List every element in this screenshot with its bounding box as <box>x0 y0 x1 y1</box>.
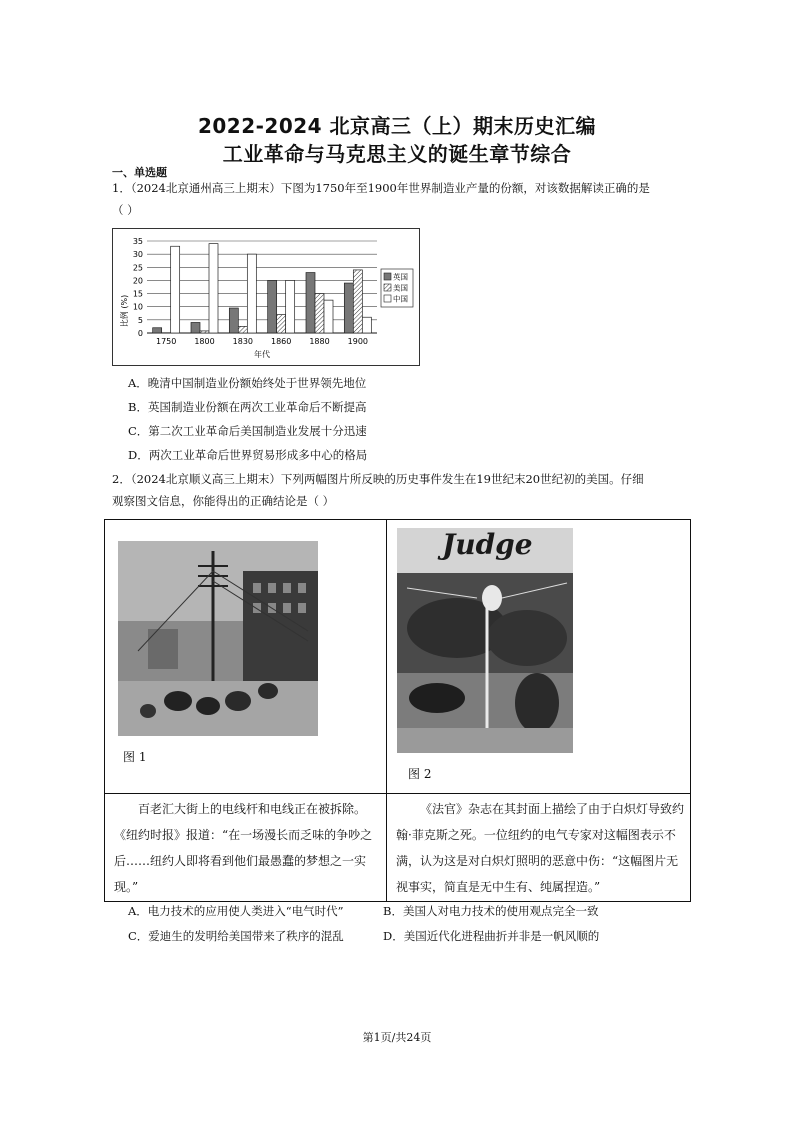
chart-bar-中国-1880 <box>324 300 333 333</box>
chart-bar-英国-1750 <box>153 328 162 333</box>
section-heading: 一、单选题 <box>112 166 167 179</box>
q1-option-d[interactable]: D．两次工业革命后世界贸易形成多中心的格局 <box>128 448 368 462</box>
q1-stem-line1: 1．（2024北京通州高三上期末）下图为1750年至1900年世界制造业产量的份额，对该数据解读正确的是 <box>112 181 650 195</box>
fig1-label: 图 1 <box>123 750 147 764</box>
q1-stem <box>112 177 687 221</box>
q2-option-b[interactable]: B．美国人对电力技术的使用观点完全一致 <box>383 904 599 918</box>
q2-stem-line1: 2．（2024北京顺义高三上期末）下列两幅图片所反映的历史事件发生在19世纪末20世纪初的美国。仔细 <box>112 472 644 486</box>
q1-bar-chart <box>113 229 419 365</box>
fig2-label: 图 2 <box>408 767 432 781</box>
fig1-street-illustration <box>118 541 318 736</box>
chart-legend-swatch-英国 <box>384 273 391 280</box>
doc-title-line2: 工业革命与马克思主义的诞生章节综合 <box>222 142 572 166</box>
q2-table-divider <box>386 519 387 902</box>
chart-y-tick-label: 5 <box>137 315 143 325</box>
chart-bar-中国-1800 <box>209 244 218 333</box>
chart-x-tick-label: 1880 <box>309 337 330 346</box>
q1-option-a[interactable]: A．晚清中国制造业份额始终处于世界领先地位 <box>128 376 367 390</box>
chart-bar-美国-1880 <box>315 294 324 333</box>
chart-bar-英国-1800 <box>191 322 200 333</box>
chart-legend-swatch-中国 <box>384 295 391 302</box>
chart-y-axis-label: 比例 (%) <box>120 294 129 328</box>
chart-bar-美国-1860 <box>277 315 286 333</box>
chart-bar-中国-1900 <box>362 317 371 333</box>
chart-bar-英国-1880 <box>306 273 315 333</box>
chart-bar-美国-1900 <box>353 270 362 333</box>
chart-y-tick-label: 35 <box>132 237 143 246</box>
q2-stem <box>112 468 702 512</box>
chart-x-axis-label: 年代 <box>254 350 270 359</box>
chart-bar-美国-1830 <box>238 326 247 333</box>
q2-stem-line2: 观察图文信息，你能得出的正确结论是（ ） <box>112 494 335 508</box>
chart-bar-美国-1800 <box>200 331 209 333</box>
chart-bar-中国-1860 <box>286 280 295 333</box>
q2-cell2-text <box>396 796 686 900</box>
fig2-judge-cover <box>397 528 573 753</box>
chart-bar-中国-1830 <box>247 254 256 333</box>
q2-cell1-line4: 现。” <box>114 880 139 894</box>
q2-table-row-divider <box>104 793 691 794</box>
chart-legend-label-英国: 英国 <box>393 272 408 282</box>
chart-x-tick-label: 1750 <box>155 337 177 346</box>
chart-x-tick-label: 1900 <box>347 337 369 346</box>
q1-option-b[interactable]: B．英国制造业份额在两次工业革命后不断提高 <box>128 400 367 414</box>
q2-cell1-line1: 百老汇大街上的电线杆和电线正在被拆除。 <box>138 802 367 816</box>
page-footer: 第1页/共24页 <box>362 1031 432 1044</box>
chart-bar-英国-1830 <box>229 308 238 333</box>
chart-y-tick-label: 25 <box>132 263 143 273</box>
chart-x-tick-label: 1860 <box>270 337 292 346</box>
q2-cell2-line3: 满，认为这是对白炽灯照明的恶意中伤：“这幅图片无 <box>396 854 679 868</box>
q2-cell1-line3: 后……纽约人即将看到他们最愚蠢的梦想之一实 <box>114 854 367 868</box>
q2-cell1-line2: 《纽约时报》报道：“在一场漫长而乏味的争吵之 <box>114 828 373 842</box>
q2-cell2-line1: 《法官》杂志在其封面上描绘了由于白炽灯导致约 <box>420 802 685 816</box>
chart-x-tick-label: 1800 <box>194 337 215 346</box>
chart-y-tick-label: 15 <box>132 289 143 299</box>
q2-option-a[interactable]: A．电力技术的应用使人类进入“电气时代” <box>128 904 344 918</box>
chart-bar-中国-1750 <box>171 246 180 333</box>
q2-cell2-line2: 翰·菲克斯之死。一位纽约的电气专家对这幅图表示不 <box>396 828 676 842</box>
q2-option-d[interactable]: D．美国近代化进程曲折并非是一帆风顺的 <box>383 929 600 943</box>
chart-bar-英国-1900 <box>344 283 353 333</box>
doc-title-line1: 2022-2024 北京高三（上）期末历史汇编 <box>197 114 597 138</box>
fig2-masthead: Judge <box>442 528 533 561</box>
chart-legend-label-美国: 美国 <box>393 283 408 293</box>
chart-bar-英国-1860 <box>268 280 277 333</box>
q2-cell2-line4: 视事实，简直是无中生有、纯属捏造。” <box>396 880 601 894</box>
chart-y-tick-label: 30 <box>132 250 143 260</box>
chart-x-tick-label: 1830 <box>232 337 254 346</box>
q2-cell1-text <box>114 796 380 900</box>
q1-chart-frame <box>112 228 420 366</box>
chart-legend-label-中国: 中国 <box>393 294 408 304</box>
chart-y-tick-label: 20 <box>132 276 143 286</box>
q1-stem-line2: （ ） <box>112 203 139 217</box>
chart-y-tick-label: 0 <box>137 329 143 338</box>
chart-y-tick-label: 10 <box>132 302 143 312</box>
q2-option-c[interactable]: C．爱迪生的发明给美国带来了秩序的混乱 <box>128 929 344 943</box>
chart-legend-swatch-美国 <box>384 284 391 291</box>
q1-option-c[interactable]: C．第二次工业革命后美国制造业发展十分迅速 <box>128 424 367 438</box>
